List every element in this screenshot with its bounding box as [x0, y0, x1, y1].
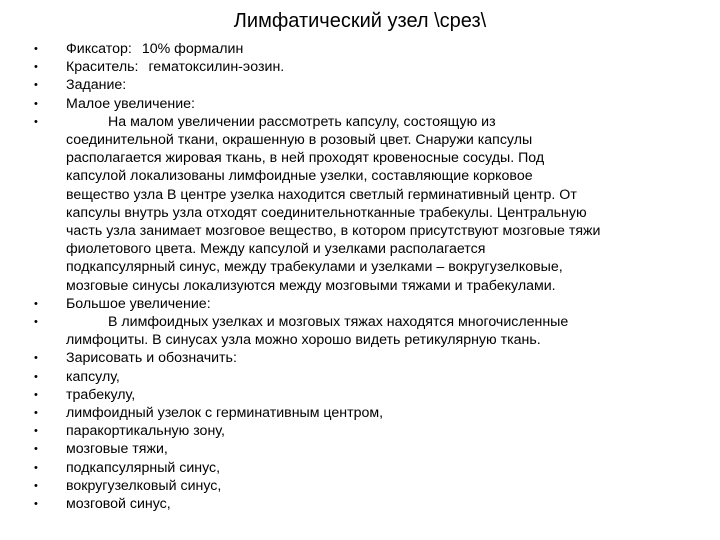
bullet-icon: •	[34, 352, 38, 365]
bullet-icon: •	[34, 425, 38, 438]
list-item-draw: • лимфоидный узелок с герминативным центром,	[34, 405, 384, 422]
bullet-icon: •	[34, 79, 38, 92]
bullet-icon: •	[34, 43, 38, 55]
list-item-draw: • паракортикальную зону,	[34, 423, 225, 440]
list-item-low-mag-text	[34, 113, 694, 295]
list-item-draw: • подкапсулярный синус,	[34, 459, 221, 476]
bullet-icon: •	[34, 461, 38, 474]
list-item-high-mag-heading	[34, 295, 694, 313]
list-item-draw: • мозговые тяжи,	[34, 441, 168, 458]
fixative-label: Фиксатор:	[66, 41, 132, 57]
list-item-fixative	[34, 40, 694, 58]
bullet-list	[34, 40, 694, 513]
list-item-low-mag-heading	[34, 95, 694, 113]
bullet-icon: •	[34, 97, 38, 110]
high-mag-text: В лимфоидных узелках и мозговых тяжах находятся многочисленные лимфоциты. В синусах узла можно хорошо видеть ретикулярную ткань.	[66, 314, 569, 349]
bullet-icon: •	[34, 479, 38, 492]
list-item-high-mag-text	[34, 313, 694, 349]
list-item-draw: • трабекулу,	[34, 386, 136, 403]
stain-label: Краситель:	[66, 59, 139, 76]
low-mag-heading: Малое увеличение:	[66, 95, 195, 112]
bullet-icon: •	[34, 407, 38, 420]
bullet-icon: •	[34, 498, 38, 511]
bullet-icon: •	[34, 61, 38, 74]
list-item-stain	[34, 58, 694, 76]
high-mag-heading: Большое увеличение:	[66, 295, 211, 312]
list-item-draw: • мозговой синус,	[34, 496, 171, 513]
list-item-draw-heading	[34, 349, 694, 367]
list-item-task	[34, 76, 694, 94]
slide-title: Лимфатический узел \срез\	[233, 10, 487, 32]
bullet-icon: •	[34, 115, 38, 128]
list-item-draw: • вокругузелковый синус,	[34, 477, 222, 494]
stain-value: гематоксилин-эозин.	[148, 59, 285, 76]
task-heading: Задание:	[66, 77, 127, 94]
draw-heading: Зарисовать и обозначить:	[66, 350, 237, 367]
bullet-icon: •	[34, 388, 38, 401]
fixative-value: 10% формалин	[141, 41, 244, 57]
low-mag-text: На малом увеличении рассмотреть капсулу, состоящую из соединительной ткани, окрашенную в розовый цвет. Снаружи капсулы располагается жировая ткань, в ней проходят кровеносные сосуды. Под капсулой локализованы лимфоидные узелки, составляющие корковое вещество узла В центре узелка находится светлый герминативный центр. От капсулы внутрь узла отходят соединительнотканные трабекулы. Центральную часть узла занимает мозговое вещество, в котором присутствуют мозговые тяжи фиолетового цвета. Между капсулой и узелками располагается подкапсулярный синус, между трабекулами и узелками – вокругузелковые, мозговые синусы локализуются между мозговыми тяжами и трабекулами.	[66, 113, 601, 294]
bullet-icon: •	[34, 297, 38, 310]
bullet-icon: •	[34, 316, 38, 329]
bullet-icon: •	[34, 370, 38, 383]
bullet-icon: •	[34, 443, 38, 456]
list-item-draw: • капсулу,	[34, 368, 120, 385]
